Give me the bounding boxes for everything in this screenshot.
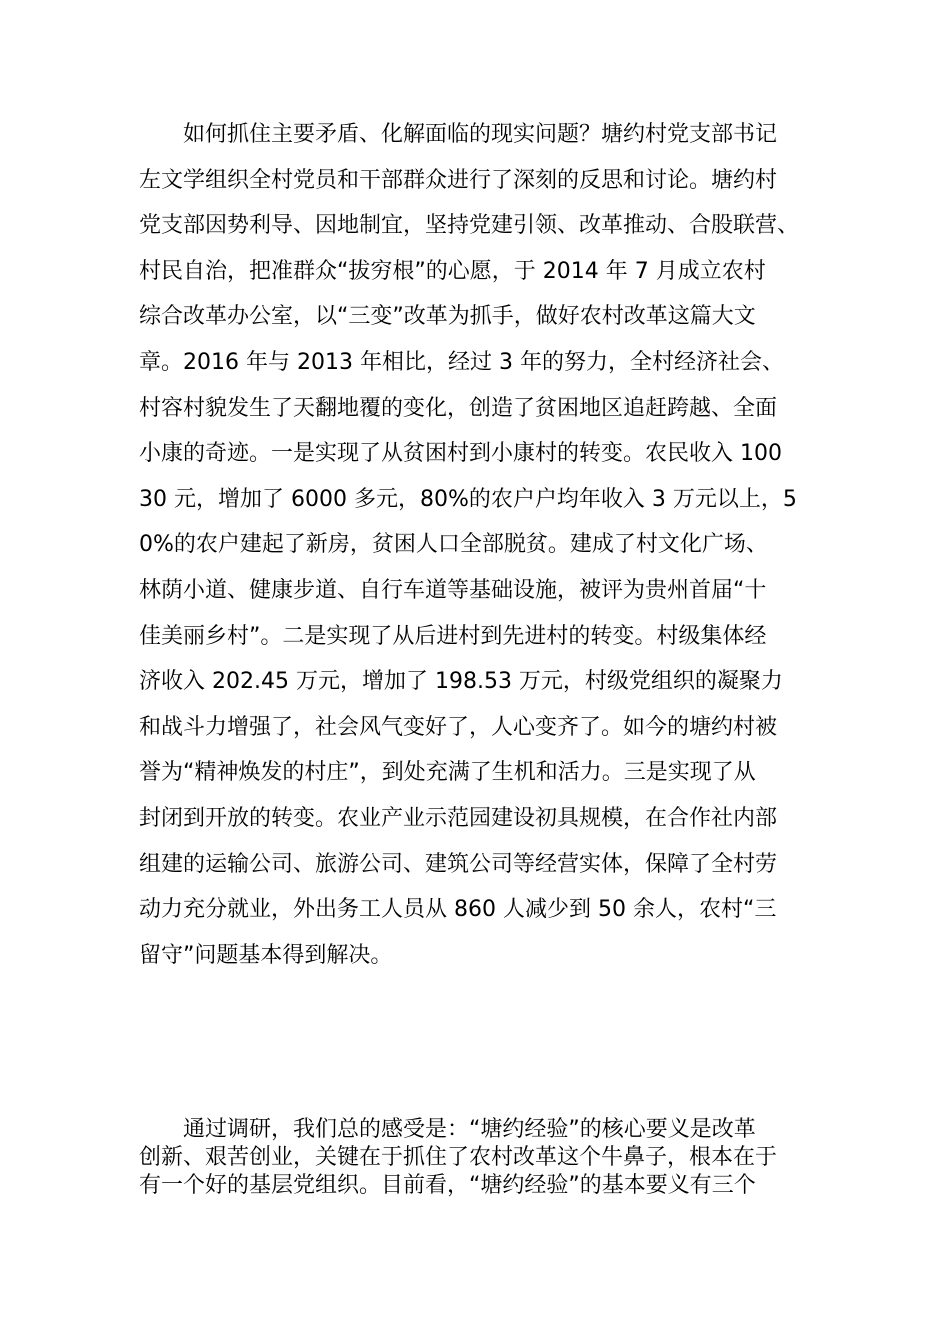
text-line: 左文学组织全村党员和干部群众进行了深刻的反思和讨论。塘约村 <box>139 167 778 193</box>
text-line: 有一个好的基层党组织。目前看，“塘约经验”的基本要义有三个 <box>139 1173 756 1198</box>
paragraph-survey-conclusion <box>139 1116 829 1200</box>
text-line: 村民自治，把准群众“拔穷根”的心愿，于 2014 年 7 月成立农村 <box>139 258 766 284</box>
text-line: 佳美丽乡村”。二是实现了从后进村到先进村的转变。村级集体经 <box>139 623 767 649</box>
text-line: 党支部因势利导、因地制宜，坚持党建引领、改革推动、合股联营、 <box>139 213 800 239</box>
paragraph-reform-results <box>139 112 829 978</box>
text-line: 创新、艰苦创业，关键在于抓住了农村改革这个牛鼻子，根本在于 <box>139 1145 778 1170</box>
text-line: 誉为“精神焕发的村庄”，到处充满了生机和活力。三是实现了从 <box>139 760 756 786</box>
text-line: 小康的奇迹。一是实现了从贫困村到小康村的转变。农民收入 100 <box>139 441 782 467</box>
text-line: 30 元，增加了 6000 多元，80%的农户户均年收入 3 万元以上，5 <box>139 486 797 512</box>
text-line: 通过调研，我们总的感受是：“塘约经验”的核心要义是改革 <box>139 1117 756 1142</box>
text-line: 动力充分就业，外出务工人员从 860 人减少到 50 余人，农村“三 <box>139 897 777 923</box>
text-line: 综合改革办公室，以“三变”改革为抓手，做好农村改革这篇大文 <box>139 304 756 330</box>
text-line: 林荫小道、健康步道、自行车道等基础设施，被评为贵州首届“十 <box>139 577 767 603</box>
text-line: 封闭到开放的转变。农业产业示范园建设初具规模，在合作社内部 <box>139 805 778 831</box>
text-line: 济收入 202.45 万元，增加了 198.53 万元，村级党组织的凝聚力 <box>139 669 783 695</box>
text-line: 留守”问题基本得到解决。 <box>139 942 393 968</box>
text-line: 村容村貌发生了天翻地覆的变化，创造了贫困地区追赶跨越、全面 <box>139 395 778 421</box>
text-line: 和战斗力增强了，社会风气变好了，人心变齐了。如今的塘约村被 <box>139 714 778 740</box>
text-line: 章。2016 年与 2013 年相比，经过 3 年的努力，全村经济社会、 <box>139 349 784 375</box>
text-line: 如何抓住主要矛盾、化解面临的现实问题？塘约村党支部书记 <box>139 122 778 147</box>
text-line: 组建的运输公司、旅游公司、建筑公司等经营实体，保障了全村劳 <box>139 851 778 877</box>
text-line: 0%的农户建起了新房，贫困人口全部脱贫。建成了村文化广场、 <box>139 532 768 558</box>
